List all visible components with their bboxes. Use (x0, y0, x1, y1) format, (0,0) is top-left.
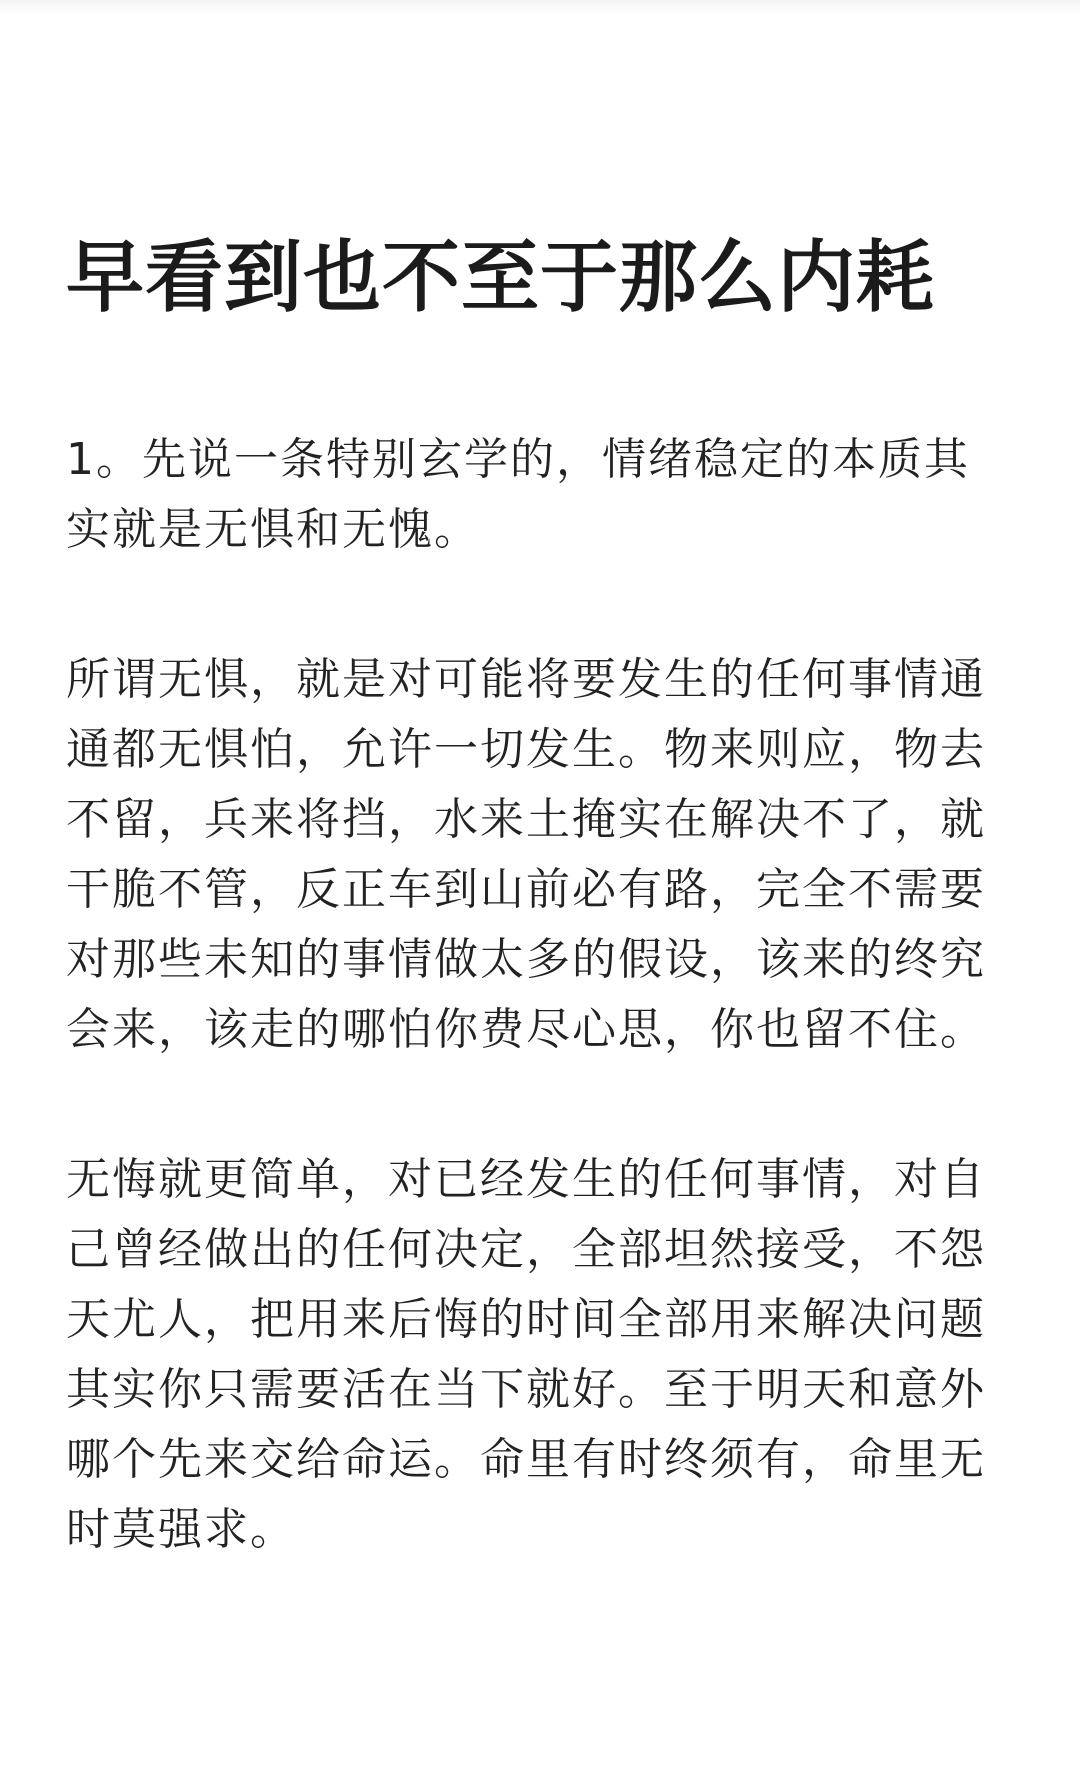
paragraph-line: 通都无惧怕，允许一切发生。物来则应，物去 (66, 724, 986, 775)
top-shadow (0, 0, 1080, 14)
paragraph-line: 天尤人，把用来后悔的时间全部用来解决问题 (66, 1294, 986, 1345)
paragraph-line: 对那些未知的事情做太多的假设，该来的终究 (66, 934, 986, 985)
paragraph-line: 实就是无惧和无愧。 (66, 504, 480, 555)
article (66, 228, 1056, 1565)
paragraph-line: 会来，该走的哪怕你费尽心思，你也留不住。 (66, 1004, 986, 1055)
paragraph-line: 哪个先来交给命运。命里有时终须有，命里无 (66, 1434, 986, 1485)
paragraph-line: 己曾经做出的任何决定，全部坦然接受，不怨 (66, 1224, 986, 1275)
paragraph-line: 无悔就更简单，对已经发生的任何事情，对自 (66, 1154, 986, 1205)
paragraph-line: 不留，兵来将挡，水来土掩实在解决不了，就 (66, 794, 986, 845)
paragraph-2 (66, 645, 1056, 1065)
paragraph-line: 所谓无惧，就是对可能将要发生的任何事情通 (66, 654, 986, 705)
paragraph-line: 1。先说一条特别玄学的，情绪稳定的本质其 (66, 434, 970, 485)
article-title: 早看到也不至于那么内耗 (66, 233, 936, 323)
paragraph-line: 时莫强求。 (66, 1504, 296, 1555)
paragraph-3 (66, 1145, 1056, 1565)
paragraph-1 (66, 425, 1056, 565)
paragraph-line: 其实你只需要活在当下就好。至于明天和意外 (66, 1364, 986, 1415)
paragraph-line: 干脆不管，反正车到山前必有路，完全不需要 (66, 864, 986, 915)
